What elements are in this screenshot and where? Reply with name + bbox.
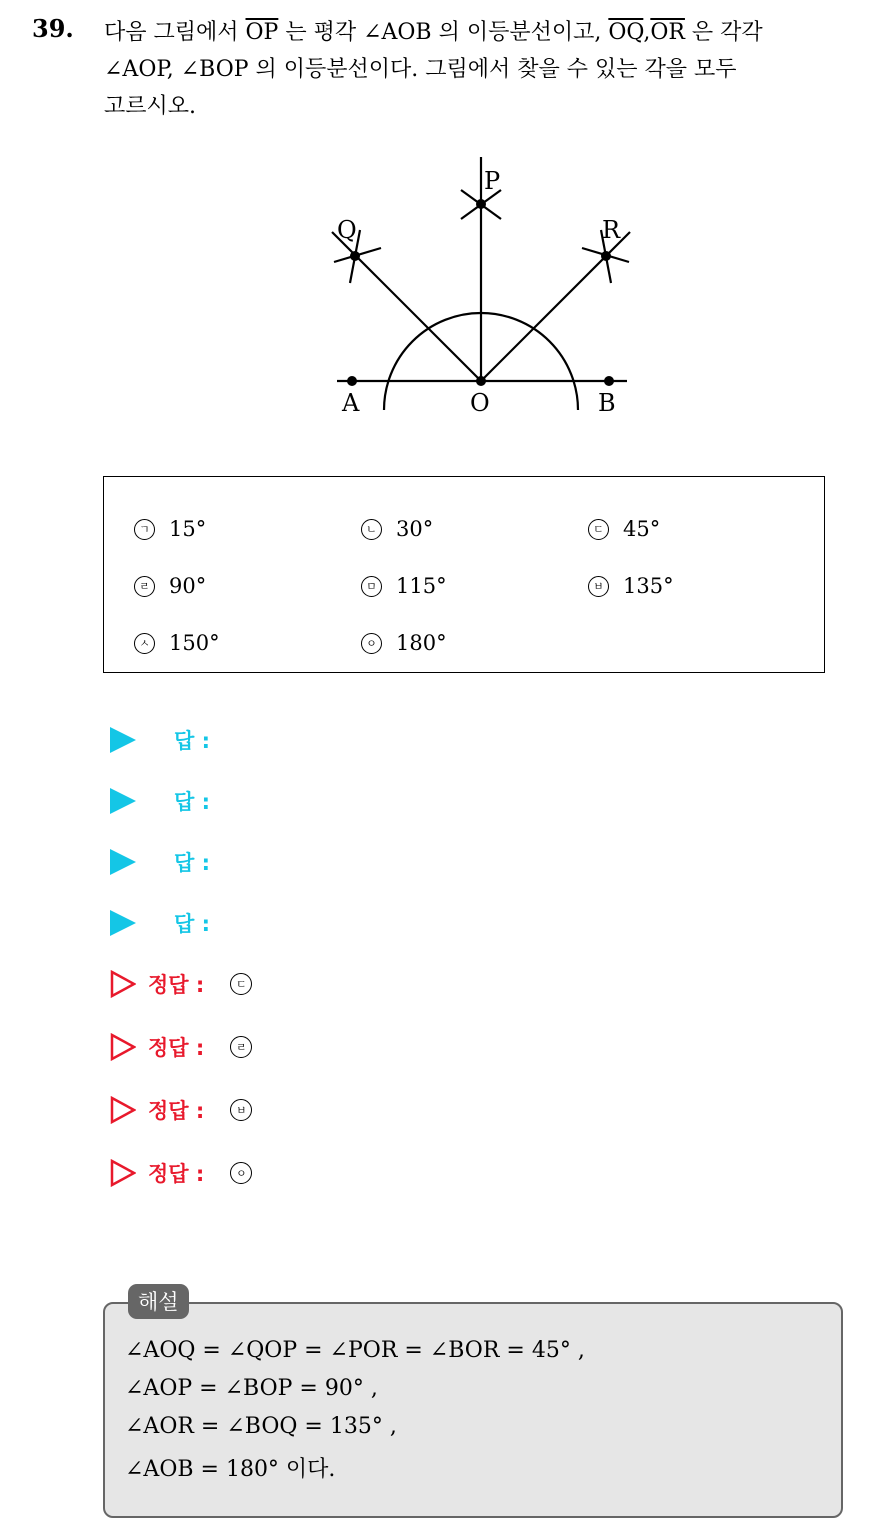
correct-label: 정답 : (148, 1099, 205, 1123)
choice-value: 135° (623, 574, 674, 598)
choice-6 (588, 574, 674, 598)
question-line-2: ∠AOP, ∠BOP 의 이등분선이다. 그림에서 찾을 수 있는 각을 모두 (104, 57, 737, 82)
correct-row-1 (110, 969, 252, 999)
correct-row-3 (110, 1095, 252, 1125)
choice-value: 90° (169, 574, 207, 598)
explanation-tag: 해설 (128, 1284, 189, 1319)
choice-mark: ㅂ (588, 576, 609, 597)
choice-5 (361, 574, 447, 598)
answer-row-4[interactable] (110, 908, 210, 938)
choice-3 (588, 517, 660, 541)
choice-2 (361, 517, 433, 541)
choice-1 (134, 517, 206, 541)
correct-value: ㄹ (230, 1036, 252, 1058)
play-triangle-icon (110, 849, 136, 875)
answer-label: 답 : (174, 912, 210, 936)
answer-row-3[interactable] (110, 847, 210, 877)
point-q (350, 251, 360, 261)
label-o: O (470, 389, 490, 417)
segment-op: $\overline{OP}$ (245, 20, 279, 45)
point-r (601, 251, 611, 261)
outline-triangle-icon (110, 1096, 136, 1124)
correct-row-4 (110, 1158, 252, 1188)
answer-label: 답 : (174, 790, 210, 814)
label-p: P (484, 167, 501, 195)
explanation-line-3: ∠AOR = ∠BOQ = 135° , (125, 1414, 397, 1439)
correct-label: 정답 : (148, 1162, 205, 1186)
choice-mark: ㄷ (588, 519, 609, 540)
label-r: R (602, 216, 621, 244)
choice-7 (134, 631, 220, 655)
question-line-3: 고르시오. (104, 94, 197, 119)
question-line-1: 다음 그림에서 $\overline{OP}$ 는 평각 ∠AOB 의 이등분선이고, $\overline{OQ},\overline{OR}$ 은 각각 (104, 20, 763, 45)
outline-triangle-icon (110, 1159, 136, 1187)
choice-value: 15° (169, 517, 207, 541)
choice-value: 45° (623, 517, 661, 541)
choice-mark: ㄹ (134, 576, 155, 597)
play-triangle-icon (110, 788, 136, 814)
choice-value: 180° (396, 631, 447, 655)
play-triangle-icon (110, 910, 136, 936)
choice-value: 30° (396, 517, 434, 541)
point-p (476, 199, 486, 209)
choice-8 (361, 631, 447, 655)
choice-value: 150° (169, 631, 220, 655)
correct-label: 정답 : (148, 973, 205, 997)
choice-mark: ㅁ (361, 576, 382, 597)
play-triangle-icon (110, 727, 136, 753)
question-number: 39. (32, 14, 74, 43)
correct-row-2 (110, 1032, 252, 1062)
choice-mark: ㅇ (361, 633, 382, 654)
choice-mark: ㄴ (361, 519, 382, 540)
point-b (604, 376, 614, 386)
explanation-line-2: ∠AOP = ∠BOP = 90° , (125, 1376, 378, 1401)
correct-value: ㄷ (230, 973, 252, 995)
answer-label: 답 : (174, 729, 210, 753)
label-b: B (598, 389, 616, 417)
angle-bisector-figure (0, 0, 884, 460)
explanation-box (103, 1302, 843, 1518)
choice-value: 115° (396, 574, 447, 598)
explanation-line-4: ∠AOB = 180° 이다. (125, 1457, 336, 1482)
segment-oq: $\overline{OQ}$ (608, 20, 644, 45)
answer-row-1[interactable] (110, 725, 210, 755)
outline-triangle-icon (110, 1033, 136, 1061)
correct-value: ㅇ (230, 1162, 252, 1184)
correct-value: ㅂ (230, 1099, 252, 1121)
explanation-line-1: ∠AOQ = ∠QOP = ∠POR = ∠BOR = 45° , (125, 1338, 585, 1363)
point-o (476, 376, 486, 386)
choice-4 (134, 574, 206, 598)
segment-or: $\overline{OR}$ (650, 20, 685, 45)
answer-row-2[interactable] (110, 786, 210, 816)
answer-label: 답 : (174, 851, 210, 875)
correct-label: 정답 : (148, 1036, 205, 1060)
choices-box (103, 476, 825, 673)
outline-triangle-icon (110, 970, 136, 998)
label-q: Q (337, 216, 357, 244)
choice-mark: ㅅ (134, 633, 155, 654)
point-a (347, 376, 357, 386)
label-a: A (342, 389, 360, 417)
choice-mark: ㄱ (134, 519, 155, 540)
